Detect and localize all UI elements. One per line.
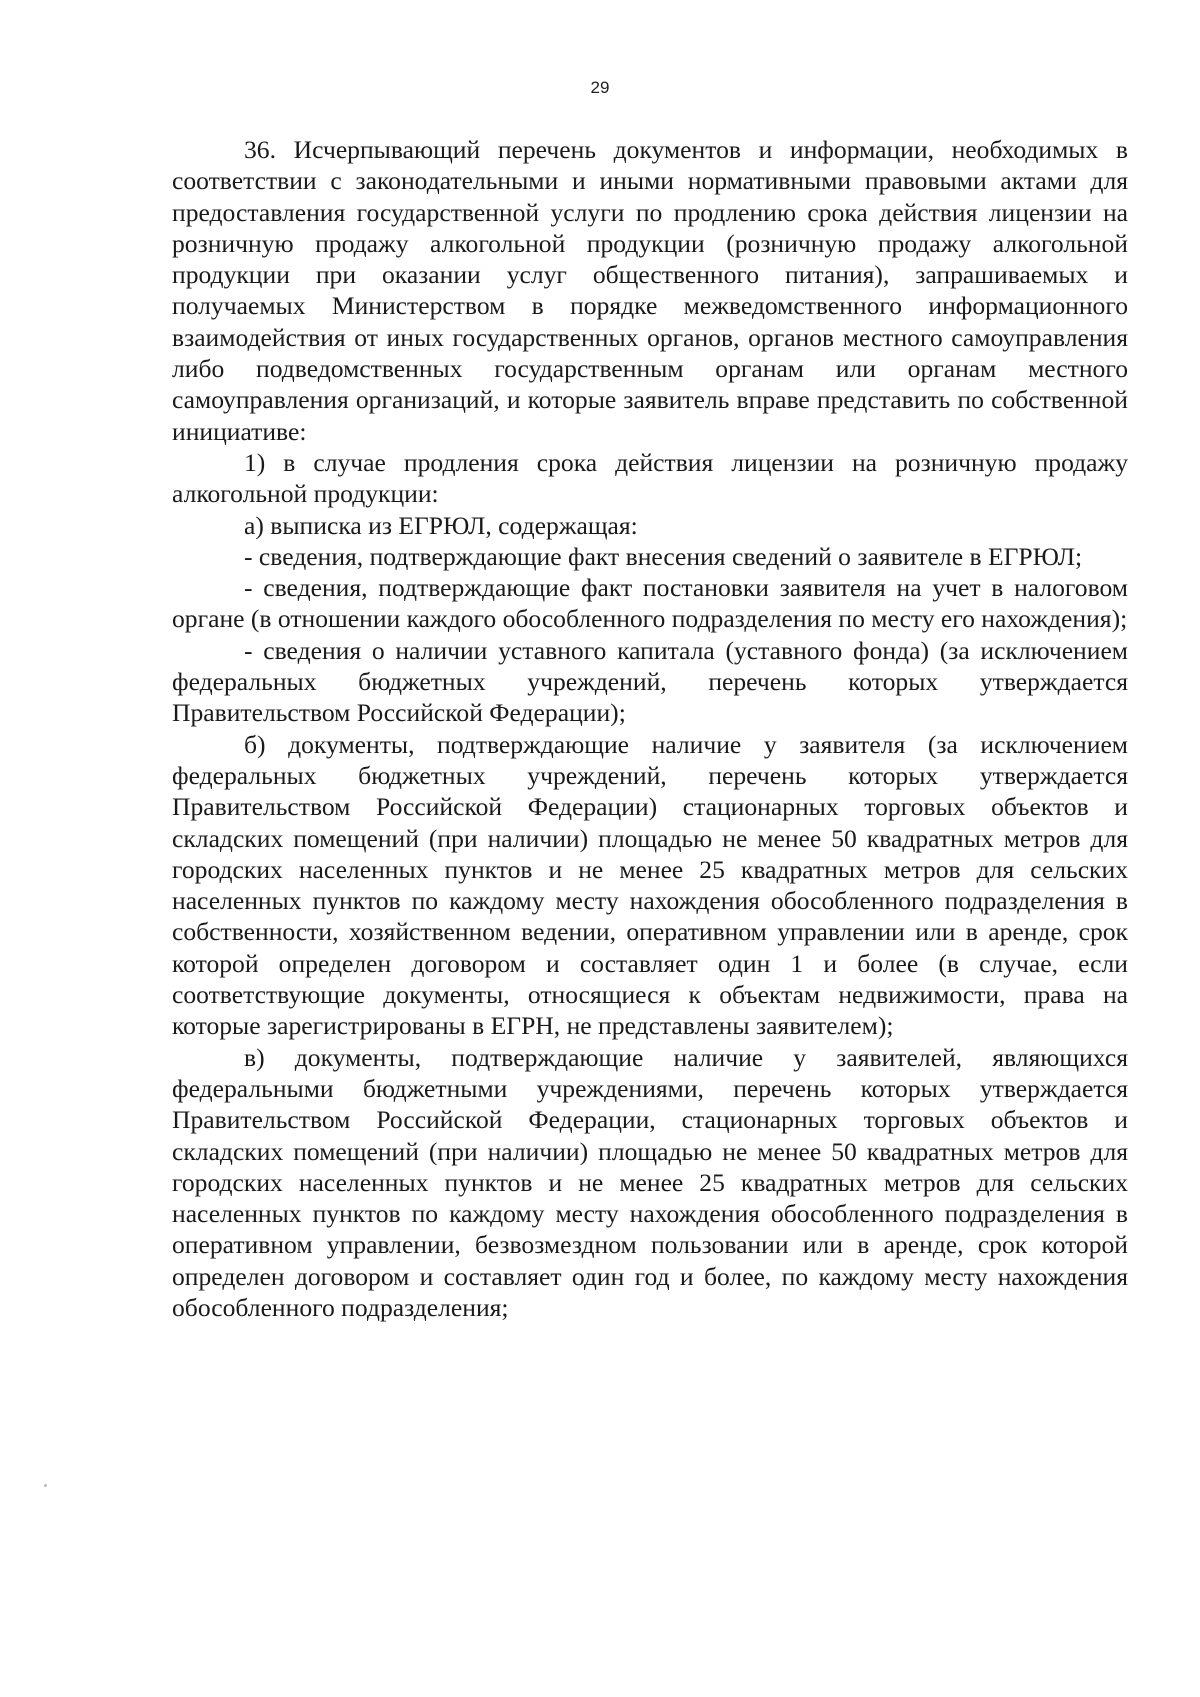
scan-artifact [44, 1484, 47, 1487]
paragraph-36-intro: 36. Исчерпывающий перечень документов и информации, необходимых в соответствии с законодательными и иными нормативными правовыми актами для предоставления государственной услуги по продлению срока действия лицензии на розничную продажу алкогольной продукции (розничную продажу алкогольной продукции при оказании услуг общественного питания), запрашиваемых и получаемых Министерством в порядке межведомственного информационного взаимодействия от иных государственных органов, органов местного самоуправления либо подведомственных государственным органам или органам местного самоуправления организаций, и которые заявитель вправе представить по собственной инициативе: [172, 135, 1128, 446]
paragraph-item-a: а) выписка из ЕГРЮЛ, содержащая: [244, 510, 638, 540]
paragraph-item-b: б) документы, подтверждающие наличие у заявителя (за исключением федеральных бюджетных учреждений, перечень которых утверждается Правительством Российской Федерации) стационарных торговых объектов и складских помещений (при наличии) площадью не менее 50 квадратных метров для городских населенных пунктов и не менее 25 квадратных метров для сельских населенных пунктов по каждому месту нахождения обособленного подразделения в собственности, хозяйственном ведении, оперативном управлении или в аренде, срок которой определен договором и составляет один 1 и более (в случае, если соответствующие документы, относящиеся к объектам недвижимости, права на которые зарегистрированы в ЕГРН, не представлены заявителем); [172, 729, 1128, 1041]
page-number: 29 [590, 78, 610, 97]
document-body [172, 134, 1128, 1323]
paragraph-item-1: 1) в случае продления срока действия лицензии на розничную продажу алкогольной продукции: [172, 447, 1128, 509]
paragraph-item-v: в) документы, подтверждающие наличие у заявителей, являющихся федеральными бюджетными учреждениями, перечень которых утверждается Правительством Российской Федерации, стационарных торговых объектов и складских помещений (при наличии) площадью не менее 50 квадратных метров для городских населенных пунктов и не менее 25 квадратных метров для сельских населенных пунктов по каждому месту нахождения обособленного подразделения в оперативном управлении, безвозмездном пользовании или в аренде, срок которой определен договором и составляет один год и более, по каждому месту нахождения обособленного подразделения; [172, 1042, 1128, 1322]
paragraph-bullet-egrul-entry: - сведения, подтверждающие факт внесения сведений о заявителе в ЕГРЮЛ; [244, 541, 1083, 571]
paragraph-bullet-tax-registration: - сведения, подтверждающие факт постановки заявителя на учет в налоговом органе (в отношении каждого обособленного подразделения по месту его нахождения); [172, 573, 1128, 634]
paragraph-bullet-charter-capital: - сведения о наличии уставного капитала (уставного фонда) (за исключением федеральных бюджетных учреждений, перечень которых утверждается Правительством Российской Федерации); [172, 635, 1128, 728]
